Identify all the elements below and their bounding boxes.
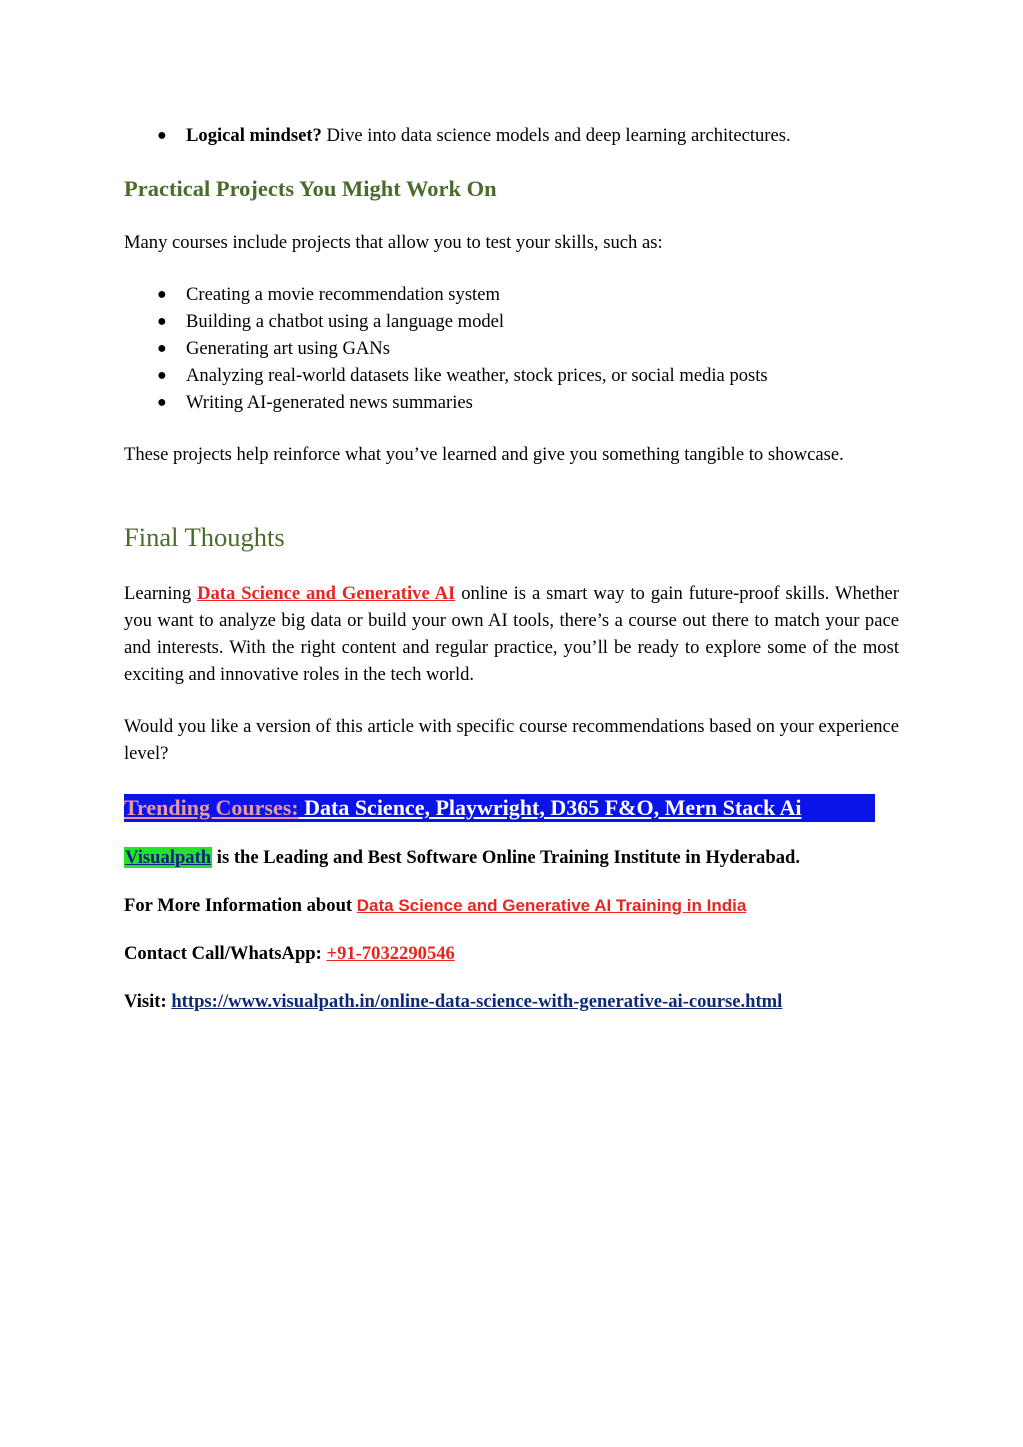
final-paragraph (124, 580, 899, 688)
projects-recap: These projects help reinforce what you’ve learned and give you something tangible to showcase. (124, 444, 844, 465)
list-item-text: Dive into data science models and deep learning architectures. (321, 125, 791, 146)
list-item-text: Writing AI-generated news summaries (186, 392, 473, 413)
phone-link[interactable]: +91-7032290546 (326, 943, 455, 964)
visit-label: Visit: (124, 991, 172, 1012)
bullet-icon: ● (157, 286, 167, 303)
bullet-icon: ● (157, 340, 167, 357)
training-link[interactable]: Data Science and Generative AI Training in India (356, 896, 747, 915)
final-text-after: online is a smart way to gain future-proof skills. Whether you want to analyze big data or build your own AI tools, there’s a course out there to match your pace and interests. With the right content and regular practice, you’ll be ready to explore some of the most exciting and innovative roles in the tech world. (124, 583, 900, 685)
list-item-text: Analyzing real-world datasets like weather, stock prices, or social media posts (186, 365, 768, 386)
list-item (124, 308, 899, 335)
final-text-before: Learning (124, 583, 198, 604)
projects-intro: Many courses include projects that allow you to test your skills, such as: (124, 232, 663, 253)
bullet-icon: ● (157, 127, 167, 144)
trending-colon: : (291, 795, 299, 820)
more-info-label: For More Information about (124, 895, 357, 916)
visualpath-line (124, 846, 800, 870)
final-thoughts-heading: Final Thoughts (124, 522, 285, 552)
list-item-text: Building a chatbot using a language model (186, 311, 505, 332)
list-item (124, 281, 899, 308)
projects-heading: Practical Projects You Might Work On (124, 176, 497, 201)
course-url-link[interactable]: https://www.visualpath.in/online-data-science-with-generative-ai-course.html (171, 991, 783, 1012)
list-item (124, 362, 899, 389)
visit-line (124, 990, 782, 1014)
list-item (124, 335, 899, 362)
contact-label: Contact Call/WhatsApp: (124, 943, 327, 964)
trending-courses-link[interactable]: Trending Courses (124, 795, 292, 820)
visualpath-tagline: is the Leading and Best Software Online Training Institute in Hyderabad. (212, 847, 800, 868)
projects-list (124, 281, 899, 416)
skills-list (124, 122, 899, 149)
visualpath-link[interactable]: Visualpath (125, 847, 212, 868)
bullet-icon: ● (157, 313, 167, 330)
list-item (124, 389, 899, 416)
question-paragraph: Would you like a version of this article with specific course recommendations based on your experience level? (124, 716, 899, 764)
list-item-text: Generating art using GANs (186, 338, 390, 359)
list-item-bold: Logical mindset? (186, 125, 322, 146)
bullet-icon: ● (157, 367, 167, 384)
bullet-icon: ● (157, 394, 167, 411)
more-info-line (124, 894, 746, 918)
list-item (124, 122, 899, 149)
data-science-link[interactable]: Data Science and Generative AI (197, 583, 456, 604)
trending-courses-banner (124, 794, 875, 822)
list-item-text: Creating a movie recommendation system (186, 284, 500, 305)
courses-link[interactable]: Data Science, Playwright, D365 F&O, Mern Stack Ai (298, 795, 802, 820)
contact-line (124, 942, 455, 966)
